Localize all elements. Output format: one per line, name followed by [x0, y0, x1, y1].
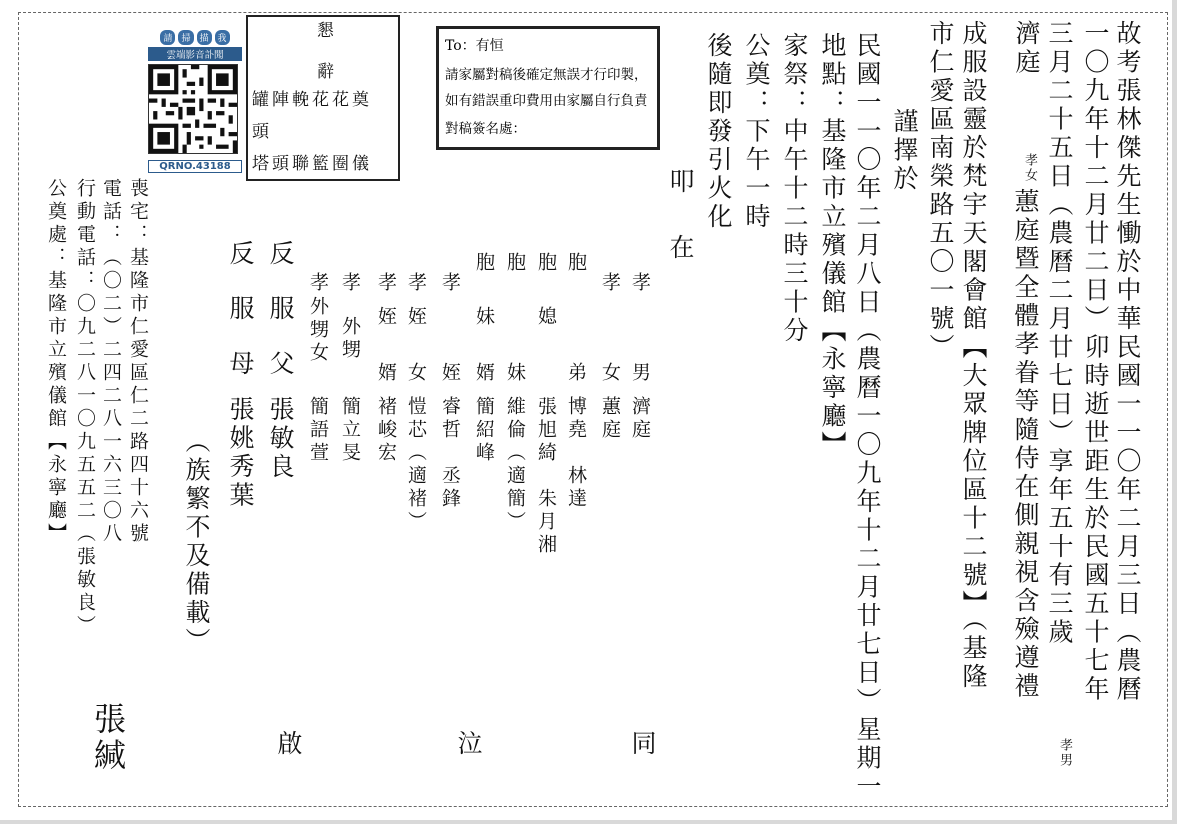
relative-title: 孝 [439, 272, 461, 295]
schedule-public-rite: 公奠：下午一時 [742, 32, 771, 232]
proof-signature-label: 對稿簽名處： [445, 121, 526, 137]
relative-title: 孝 [405, 272, 427, 295]
relative-name: 博堯 林達 [565, 396, 587, 511]
schedule-location: 地點：基隆市立殯儀館【永寧廳】 [818, 32, 847, 460]
regret-title: 懇辭 [313, 21, 333, 103]
regret-line-2: 頭 [252, 122, 269, 142]
relative-role: 弟 [565, 362, 587, 385]
main-line-1: 故考張林傑先生慟於中華民國一一〇年二月三日（農曆 [1113, 20, 1142, 704]
relative-role: 女 [405, 362, 427, 385]
relative-role: 男 [629, 362, 651, 385]
relative-name: 濟庭 [629, 396, 651, 442]
main-line-3: 三月二十五日（農曆二月廿七日）享年五十有三歲 [1045, 20, 1074, 647]
relative-title: 孝 [339, 272, 361, 295]
main-line-4: 濟庭 [1012, 20, 1041, 77]
relative-title: 孝 [375, 272, 397, 295]
closing-word-weep: 泣 [454, 730, 483, 759]
relative-title: 孝 [599, 272, 621, 295]
son-label: 孝男 [1057, 738, 1072, 768]
relative-name: 褚峻宏 [375, 396, 397, 465]
relative-role: 婿 [473, 362, 495, 385]
relative-name: 維倫（適簡） [504, 396, 526, 534]
main-line-2: 一〇九年十二月廿二日）卯時逝世距生於民國五十七年 [1081, 20, 1110, 704]
main-line-6: 市仁愛區南榮路五〇一號） [926, 20, 955, 362]
reverse-father-label: 反服父 [266, 240, 295, 405]
qr-title: 雲端影音訃聞 [148, 47, 242, 61]
contact-home: 喪宅：基隆市仁愛區仁二路四十六號 [127, 178, 149, 546]
reverse-mother-name: 張姚秀葉 [226, 396, 255, 510]
signoff: 張緘 [89, 702, 127, 774]
daughter-line: 蕙庭暨全體孝眷等隨侍在側親視含殮遵禮 [1011, 188, 1040, 701]
schedule-family-rite: 家祭：中午十二時三十分 [780, 32, 809, 346]
relative-role: 姪 [439, 362, 461, 385]
select-phrase: 謹擇於 [890, 108, 919, 194]
qr-block[interactable] [148, 30, 242, 173]
proof-box [436, 26, 660, 150]
closing-word-announce: 啟 [274, 730, 303, 759]
reverse-father-name: 張敏良 [266, 396, 295, 482]
relative-mid: 妹 [473, 306, 495, 329]
contact-mobile: 行動電話：〇九二八一〇九五五二（張敏良） [74, 178, 96, 638]
main-line-5: 成服設靈於梵宇天閣會館【大眾牌位區十二號】（基隆 [959, 20, 988, 692]
relative-title: 孝 [629, 272, 651, 295]
schedule-date: 民國一一〇年二月八日（農曆一〇九年十二月廿七日）星期一 [853, 32, 882, 802]
daughter-label: 孝女 [1022, 153, 1037, 183]
closing-word-together: 同 [628, 730, 657, 759]
qr-number: QRNO.43188 [148, 160, 242, 173]
reverse-mother-label: 反服母 [226, 240, 255, 405]
relative-role: 外甥女 [307, 296, 329, 365]
schedule-cremation: 後隨即發引火化 [704, 32, 733, 232]
relative-mid: 姪 [405, 306, 427, 329]
regret-line-1: 罐陣輓花花奠 [252, 90, 372, 110]
notify-word-2: 在 [666, 234, 695, 263]
relative-name: 簡紹峰 [473, 396, 495, 465]
relative-name: 張旭綺 朱月湘 [535, 396, 557, 557]
contact-venue: 公奠處：基隆市立殯儀館【永寧廳】 [45, 178, 67, 546]
relative-title: 胞 [504, 252, 526, 275]
relative-role: 外甥 [339, 316, 361, 362]
contact-phone: 電話：（〇二）二四二八一六三〇八 [100, 178, 122, 546]
proof-to: To：有恒 [445, 38, 504, 54]
relative-title: 胞 [535, 252, 557, 275]
qr-code-icon[interactable] [148, 64, 238, 154]
regret-line-3: 塔頭聯籃圈儀 [252, 154, 372, 174]
relative-name: 簡立旻 [339, 396, 361, 465]
relative-title: 孝 [307, 272, 329, 295]
relative-role: 媳 [535, 306, 557, 329]
relative-name: 蕙庭 [599, 396, 621, 442]
relative-mid: 姪 [375, 306, 397, 329]
relative-name: 簡語萱 [307, 396, 329, 465]
notify-word-1: 叩 [666, 168, 695, 197]
relative-role: 妹 [504, 362, 526, 385]
relative-name: 睿哲 丞鋒 [439, 396, 461, 511]
proof-line-2: 如有錯誤重印費用由家屬自行負責 [445, 93, 648, 109]
relative-title: 胞 [473, 252, 495, 275]
relative-title: 胞 [565, 252, 587, 275]
proof-line-1: 請家屬對稿後確定無誤才行印製， [445, 67, 648, 83]
relative-role: 婿 [375, 362, 397, 385]
relative-name: 愷芯（適褚） [405, 396, 427, 534]
qr-scan-prompt: 請 掃 描 我 [148, 30, 242, 45]
relative-role: 女 [599, 362, 621, 385]
clan-note: （族繁不及備載） [182, 428, 211, 656]
